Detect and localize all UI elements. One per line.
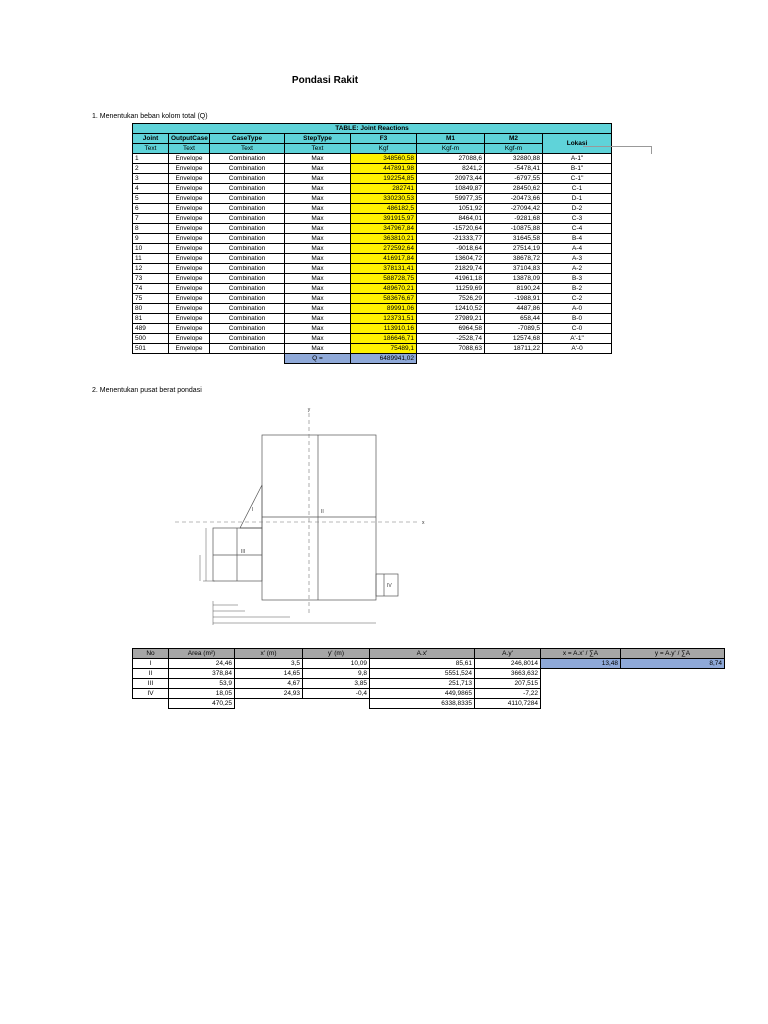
table-cell: 89991,06	[351, 304, 417, 314]
table-cell: 416917,84	[351, 254, 417, 264]
table-row	[133, 254, 612, 264]
table-cell: 9	[133, 234, 169, 244]
region-3-rect	[213, 528, 262, 581]
total-value: 6489941,02	[351, 354, 417, 364]
empty-cell	[541, 689, 621, 699]
total-ax: 6338,8335	[370, 699, 475, 709]
table-cell: 31645,58	[485, 234, 543, 244]
section-2-heading: 2. Menentukan pusat berat pondasi	[92, 387, 202, 394]
table-cell: D-2	[543, 204, 612, 214]
table-cell: 391915,97	[351, 214, 417, 224]
table-cell: 27989,21	[417, 314, 485, 324]
table-cell: 85,61	[370, 659, 475, 669]
table-row	[133, 294, 612, 304]
table-row	[133, 274, 612, 284]
centroid-row	[133, 679, 725, 689]
table-cell: Max	[285, 344, 351, 354]
region-4-label: IV	[387, 583, 392, 589]
table-cell: Combination	[210, 174, 285, 184]
table-cell: I	[133, 659, 169, 669]
cell-border-line	[583, 146, 652, 154]
table-cell: 246,8014	[475, 659, 541, 669]
table-cell: 2	[133, 164, 169, 174]
total-area: 470,25	[169, 699, 235, 709]
table-cell: -2528,74	[417, 334, 485, 344]
column-header: M1	[417, 134, 485, 144]
column-header: M2	[485, 134, 543, 144]
table-row	[133, 194, 612, 204]
table-cell: Combination	[210, 164, 285, 174]
table-cell: Max	[285, 244, 351, 254]
table-cell: 6	[133, 204, 169, 214]
table-cell: 207,515	[475, 679, 541, 689]
table-cell: Envelope	[169, 284, 210, 294]
region-2-label: II	[321, 509, 324, 515]
table-cell: 501	[133, 344, 169, 354]
table-cell: Combination	[210, 334, 285, 344]
table-cell: Envelope	[169, 264, 210, 274]
unit-cell: Kgf	[351, 144, 417, 154]
centroid-table	[132, 648, 725, 709]
table-row	[133, 224, 612, 234]
table-cell: 74	[133, 284, 169, 294]
empty-cell	[133, 354, 169, 364]
centroid-column-header: Area (m²)	[169, 649, 235, 659]
table-cell: Combination	[210, 284, 285, 294]
table-cell: 11259,69	[417, 284, 485, 294]
table-cell: 28450,62	[485, 184, 543, 194]
centroid-column-header: x' (m)	[235, 649, 303, 659]
table-cell: 80	[133, 304, 169, 314]
table-cell: Max	[285, 294, 351, 304]
table-cell: Max	[285, 194, 351, 204]
table-cell: C-4	[543, 224, 612, 234]
table-cell: II	[133, 669, 169, 679]
empty-cell	[210, 354, 285, 364]
table-cell: Combination	[210, 154, 285, 164]
table-cell: 3663,632	[475, 669, 541, 679]
table-cell: 447891,98	[351, 164, 417, 174]
table-cell: IV	[133, 689, 169, 699]
table-cell: Max	[285, 314, 351, 324]
table-cell: Max	[285, 274, 351, 284]
table-cell: 282741	[351, 184, 417, 194]
table-cell: Envelope	[169, 344, 210, 354]
table-cell: A'-0	[543, 344, 612, 354]
table-cell: C-0	[543, 324, 612, 334]
table-cell: Max	[285, 184, 351, 194]
table-row	[133, 184, 612, 194]
header-row	[133, 134, 612, 144]
table-cell: -10875,88	[485, 224, 543, 234]
table-cell: 24,46	[169, 659, 235, 669]
unit-row	[133, 144, 612, 154]
table-cell: 4487,86	[485, 304, 543, 314]
table-cell: 588728,75	[351, 274, 417, 284]
foundation-diagram	[170, 405, 430, 630]
table-cell: A-3	[543, 254, 612, 264]
table-cell: Envelope	[169, 214, 210, 224]
table-cell: Max	[285, 214, 351, 224]
table-cell: 10,09	[303, 659, 370, 669]
table-cell: Envelope	[169, 204, 210, 214]
table-cell: A-1"	[543, 154, 612, 164]
table-cell: 658,44	[485, 314, 543, 324]
column-header: Joint	[133, 134, 169, 144]
table-cell: -7,22	[475, 689, 541, 699]
table-row	[133, 264, 612, 274]
table-cell: 378,84	[169, 669, 235, 679]
table-row	[133, 304, 612, 314]
table-cell: Envelope	[169, 164, 210, 174]
table-cell: -15720,64	[417, 224, 485, 234]
table-cell: 363810,21	[351, 234, 417, 244]
table-row	[133, 154, 612, 164]
table-cell: 8464,01	[417, 214, 485, 224]
empty-cell	[485, 354, 543, 364]
table-cell: 8241,2	[417, 164, 485, 174]
table-cell: Combination	[210, 264, 285, 274]
table-cell: 18,05	[169, 689, 235, 699]
column-header: F3	[351, 134, 417, 144]
table-cell: -5478,41	[485, 164, 543, 174]
table-cell: Combination	[210, 224, 285, 234]
table-cell: 449,9865	[370, 689, 475, 699]
table-cell: Combination	[210, 204, 285, 214]
column-header: CaseType	[210, 134, 285, 144]
table-cell: Max	[285, 224, 351, 234]
table-cell: 27514,19	[485, 244, 543, 254]
table-cell: 20973,44	[417, 174, 485, 184]
table-cell: Combination	[210, 244, 285, 254]
table-cell: C-1	[543, 184, 612, 194]
unit-cell: Text	[169, 144, 210, 154]
table-cell: -9018,64	[417, 244, 485, 254]
table-cell: B-1"	[543, 164, 612, 174]
table-cell: A'-1"	[543, 334, 612, 344]
section-1-heading: 1. Menentukan beban kolom total (Q)	[92, 113, 208, 120]
empty-cell	[543, 354, 612, 364]
table-cell: 8190,24	[485, 284, 543, 294]
table-cell: Envelope	[169, 244, 210, 254]
table-cell: A-0	[543, 304, 612, 314]
unit-cell: Text	[133, 144, 169, 154]
table-row	[133, 174, 612, 184]
table-cell: Max	[285, 234, 351, 244]
table-cell: 27088,6	[417, 154, 485, 164]
table-cell: 192254,85	[351, 174, 417, 184]
table-cell: A-4	[543, 244, 612, 254]
table-cell: Combination	[210, 194, 285, 204]
table-cell: Envelope	[169, 254, 210, 264]
table-cell: 123731,51	[351, 314, 417, 324]
table-cell: III	[133, 679, 169, 689]
empty-cell	[303, 699, 370, 709]
empty-cell	[541, 699, 621, 709]
table-cell: 13604,72	[417, 254, 485, 264]
table-row	[133, 284, 612, 294]
table-cell: -6797,55	[485, 174, 543, 184]
table-cell: Combination	[210, 304, 285, 314]
table-cell: 9,8	[303, 669, 370, 679]
empty-cell	[235, 699, 303, 709]
table-cell: 81	[133, 314, 169, 324]
centroid-row	[133, 669, 725, 679]
table-cell: 347967,84	[351, 224, 417, 234]
y-centroid-result: 8,74	[621, 659, 725, 669]
centroid-total-row	[133, 699, 725, 709]
table-cell: Envelope	[169, 334, 210, 344]
empty-cell	[169, 354, 210, 364]
table-cell: Combination	[210, 234, 285, 244]
table-cell: Envelope	[169, 174, 210, 184]
centroid-row	[133, 689, 725, 699]
centroid-column-header: A.y'	[475, 649, 541, 659]
empty-cell	[621, 699, 725, 709]
table-row	[133, 214, 612, 224]
joint-reactions-table	[132, 123, 612, 364]
table-cell: 4,67	[235, 679, 303, 689]
table-cell: Envelope	[169, 234, 210, 244]
table-cell: 272592,64	[351, 244, 417, 254]
table-cell: 32880,88	[485, 154, 543, 164]
table-cell: Max	[285, 254, 351, 264]
table-cell: Combination	[210, 274, 285, 284]
table-cell: 12	[133, 264, 169, 274]
table-cell: 8	[133, 224, 169, 234]
table-cell: Max	[285, 334, 351, 344]
table-cell: C-2	[543, 294, 612, 304]
table-cell: 330230,53	[351, 194, 417, 204]
region-2-rect	[262, 435, 376, 600]
centroid-row	[133, 659, 725, 669]
table-cell: 3	[133, 174, 169, 184]
axis-x-label: x	[422, 520, 425, 526]
total-label: Q =	[285, 354, 351, 364]
centroid-column-header: x = A.x' / ∑A	[541, 649, 621, 659]
table-cell: 7	[133, 214, 169, 224]
table-cell: 489	[133, 324, 169, 334]
table-cell: A-2	[543, 264, 612, 274]
table-cell: -20473,66	[485, 194, 543, 204]
table-cell: C-3	[543, 214, 612, 224]
table-row	[133, 204, 612, 214]
table-cell: 6964,58	[417, 324, 485, 334]
table-cell: 4	[133, 184, 169, 194]
table-cell: 10	[133, 244, 169, 254]
table-cell: 24,93	[235, 689, 303, 699]
table-cell: Max	[285, 284, 351, 294]
table-cell: -0,4	[303, 689, 370, 699]
table-cell: Max	[285, 204, 351, 214]
table-cell: 18711,22	[485, 344, 543, 354]
table-cell: Combination	[210, 314, 285, 324]
table-cell: Envelope	[169, 194, 210, 204]
table-cell: 21829,74	[417, 264, 485, 274]
table-cell: 5551,524	[370, 669, 475, 679]
empty-cell	[621, 689, 725, 699]
table-cell: 73	[133, 274, 169, 284]
table-cell: B-4	[543, 234, 612, 244]
table-cell: Combination	[210, 294, 285, 304]
table-cell: 489670,21	[351, 284, 417, 294]
empty-cell	[541, 669, 621, 679]
empty-cell	[133, 699, 169, 709]
table-cell: Max	[285, 264, 351, 274]
page-title: Pondasi Rakit	[291, 75, 359, 86]
table-cell: 75	[133, 294, 169, 304]
table-cell: 75489,1	[351, 344, 417, 354]
table-cell: 12574,68	[485, 334, 543, 344]
table-cell: -9281,68	[485, 214, 543, 224]
table-cell: -21333,77	[417, 234, 485, 244]
table-cell: 53,9	[169, 679, 235, 689]
table-cell: Envelope	[169, 294, 210, 304]
table-cell: 348560,58	[351, 154, 417, 164]
column-header: Lokasi	[543, 134, 612, 154]
table-cell: Max	[285, 324, 351, 334]
table-cell: 7526,29	[417, 294, 485, 304]
table-cell: Max	[285, 174, 351, 184]
table-cell: Max	[285, 154, 351, 164]
unit-cell: Kgf-m	[485, 144, 543, 154]
table-cell: Envelope	[169, 324, 210, 334]
empty-cell	[621, 669, 725, 679]
table-cell: Combination	[210, 184, 285, 194]
table-row	[133, 334, 612, 344]
table-cell: Max	[285, 304, 351, 314]
table-cell: -7089,5	[485, 324, 543, 334]
table-cell: 12410,52	[417, 304, 485, 314]
table-row	[133, 344, 612, 354]
table-cell: 3,85	[303, 679, 370, 689]
centroid-column-header: y' (m)	[303, 649, 370, 659]
empty-cell	[541, 679, 621, 689]
empty-cell	[621, 679, 725, 689]
table-cell: 113910,16	[351, 324, 417, 334]
table-cell: C-1"	[543, 174, 612, 184]
unit-cell: Kgf-m	[417, 144, 485, 154]
table-cell: 186646,71	[351, 334, 417, 344]
table-row	[133, 314, 612, 324]
table-cell: Envelope	[169, 304, 210, 314]
table-cell: 11	[133, 254, 169, 264]
total-ay: 4110,7284	[475, 699, 541, 709]
table-row	[133, 234, 612, 244]
table-cell: 583676,67	[351, 294, 417, 304]
centroid-column-header: No	[133, 649, 169, 659]
table-cell: B-0	[543, 314, 612, 324]
table-row	[133, 244, 612, 254]
table-cell: 3,5	[235, 659, 303, 669]
table-cell: Combination	[210, 214, 285, 224]
table-cell: 37104,83	[485, 264, 543, 274]
table-cell: Envelope	[169, 274, 210, 284]
empty-cell	[417, 354, 485, 364]
x-centroid-result: 13,48	[541, 659, 621, 669]
table-cell: Envelope	[169, 184, 210, 194]
column-header: StepType	[285, 134, 351, 144]
centroid-column-header: y = A.y' / ∑A	[621, 649, 725, 659]
table-cell: Envelope	[169, 154, 210, 164]
region-3-label: III	[241, 549, 246, 555]
table-cell: Envelope	[169, 314, 210, 324]
table-row	[133, 324, 612, 334]
table-cell: Combination	[210, 344, 285, 354]
table-cell: B-3	[543, 274, 612, 284]
table-cell: 7088,63	[417, 344, 485, 354]
table-cell: Combination	[210, 254, 285, 264]
table-cell: D-1	[543, 194, 612, 204]
table-cell: 1	[133, 154, 169, 164]
table-cell: 251,713	[370, 679, 475, 689]
table-cell: 5	[133, 194, 169, 204]
table-cell: Max	[285, 164, 351, 174]
axis-y-label: y	[307, 407, 311, 413]
table-cell: Envelope	[169, 224, 210, 234]
table-cell: 14,65	[235, 669, 303, 679]
table-cell: -1988,91	[485, 294, 543, 304]
table-caption: TABLE: Joint Reactions	[133, 124, 612, 134]
table-row	[133, 164, 612, 174]
table-cell: -27094,42	[485, 204, 543, 214]
table-cell: B-2	[543, 284, 612, 294]
unit-cell: Text	[210, 144, 285, 154]
table-cell: 378131,41	[351, 264, 417, 274]
table-cell: 486182,5	[351, 204, 417, 214]
region-1-label: I	[252, 507, 254, 513]
table-cell: 10849,87	[417, 184, 485, 194]
region-1-triangle	[240, 485, 262, 528]
unit-cell: Text	[285, 144, 351, 154]
column-header: OutputCase	[169, 134, 210, 144]
table-cell: 38678,72	[485, 254, 543, 264]
table-cell: 1051,92	[417, 204, 485, 214]
table-cell: 500	[133, 334, 169, 344]
centroid-column-header: A.x'	[370, 649, 475, 659]
table-cell: Combination	[210, 324, 285, 334]
total-row	[133, 354, 612, 364]
table-cell: 13878,09	[485, 274, 543, 284]
table-cell: 59977,35	[417, 194, 485, 204]
centroid-header-row	[133, 649, 725, 659]
table-cell: 41961,18	[417, 274, 485, 284]
